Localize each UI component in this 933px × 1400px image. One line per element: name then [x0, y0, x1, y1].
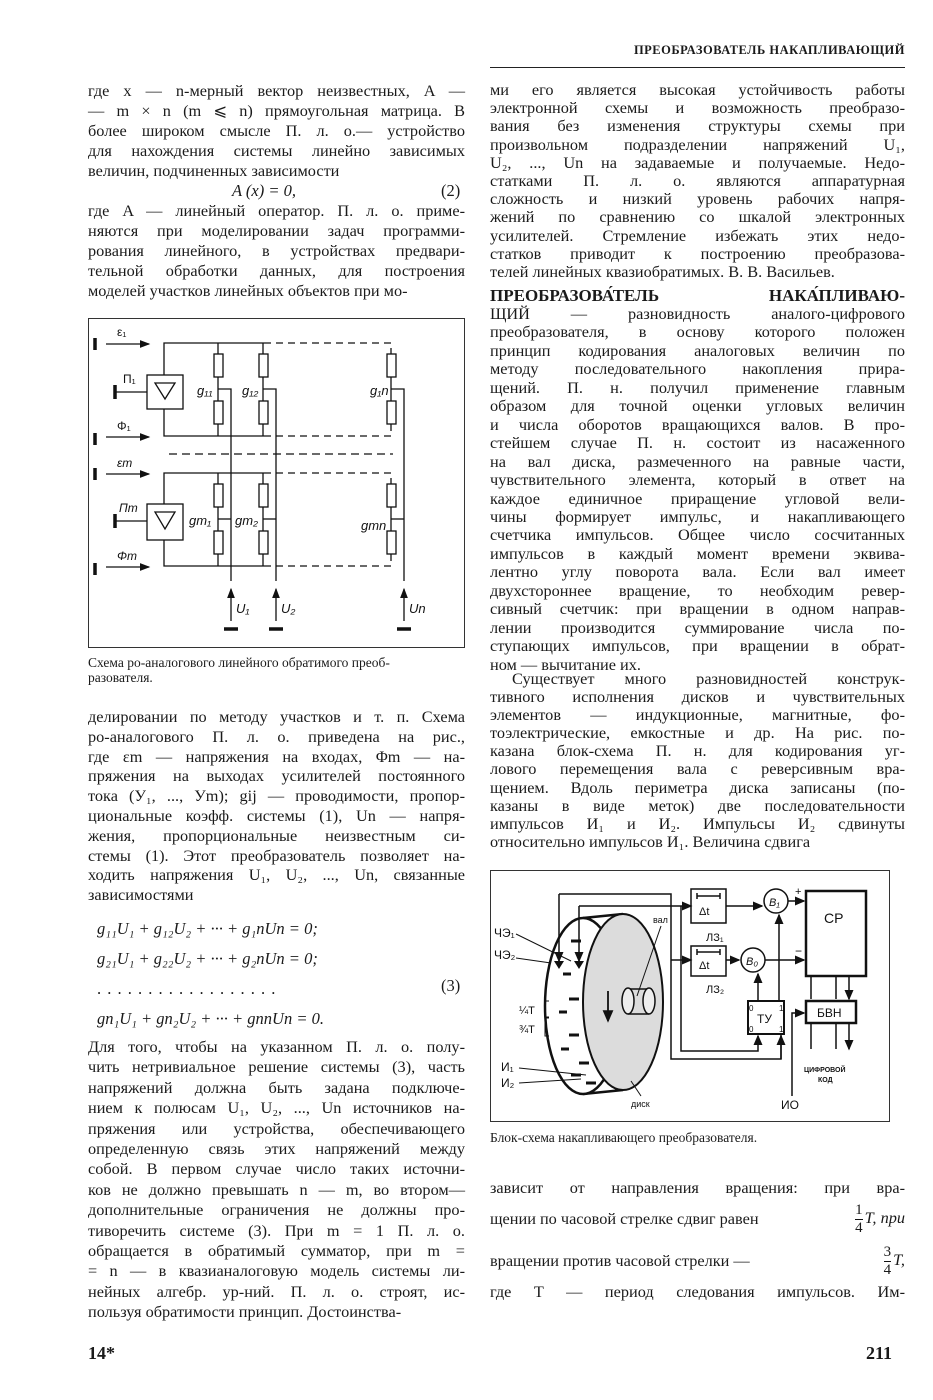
- text-line: каждое единичное приращение угловой вели-: [490, 488, 905, 508]
- text-line: тока (У₁, ..., Уm); gij — проводимости, пропор-: [88, 786, 465, 806]
- right-para-4: [490, 1178, 905, 1302]
- label-counter: СР: [824, 910, 844, 926]
- text-line: = n — в квазианалоговую модель системы ли-: [88, 1261, 465, 1281]
- text-line: ро-аналогового П. л. о. приведена на рис.,: [88, 726, 465, 746]
- text-line: U₂, ..., Un на задаваемые и получаемые. Недо-: [490, 152, 905, 172]
- text-line: обращается в обратимый сумматор, при m =: [88, 1241, 465, 1261]
- text-line: тельной обработки данных, для построения: [88, 261, 465, 280]
- left-para-2: [88, 201, 465, 301]
- label-trigger: ТУ: [757, 1012, 772, 1026]
- text-line: разователя.: [88, 670, 153, 685]
- text-line: ном — вычитание их.: [490, 654, 641, 674]
- label-sensor-2: ЧЭ₂: [494, 948, 516, 962]
- block-diagram: [491, 871, 889, 1121]
- equation-3: [97, 914, 407, 1034]
- label-tu-0-top: 0: [749, 1004, 754, 1013]
- label-code: КОД: [818, 1077, 833, 1084]
- equation-3-row-4: gn₁U₁ + gn₂U₂ + ··· + gnnUn = 0.: [97, 1009, 324, 1028]
- numerator: 3: [883, 1243, 892, 1260]
- text-line: где A — линейный оператор. П. л. о. приме-: [88, 201, 465, 220]
- label-g12: g₁₂: [242, 383, 259, 398]
- article-title: ПРЕОБРАЗОВА́ТЕЛЬ НАКА́ПЛИВАЮ-: [490, 286, 905, 305]
- text-line: ступающих импульсов, при вращении в обрат-: [490, 636, 905, 656]
- text-line: импульсов в каждый момент времени эквива-: [490, 543, 905, 563]
- article-heading: [490, 286, 905, 306]
- label-tu-0-bottom: 0: [749, 1025, 754, 1034]
- label-io: ИО: [781, 1098, 799, 1112]
- text-line: двухстороннее вращение, то необходим ревер-: [490, 580, 905, 600]
- left-para-1: [88, 81, 465, 181]
- label-disk: диск: [631, 1099, 650, 1109]
- equation-3-row-2: g₂₁U₁ + g₂₂U₂ + ··· + g₂nUn = 0;: [97, 949, 318, 968]
- text-line: на вал диска, размеченного на равные части,: [490, 451, 905, 471]
- text-line: ков не должно превышать n — m, во втором—: [88, 1179, 465, 1199]
- text-line: относительно импульсов И₁. Величина сдвига: [490, 831, 811, 851]
- text-line: произвольном подразделении напряжений U₁,: [490, 134, 905, 154]
- text-line: пользуя обратимости принцип. Достоинства-: [88, 1302, 402, 1322]
- denominator: 4: [855, 1219, 863, 1236]
- text-line: Существует много разновидностей конструк-: [512, 669, 905, 688]
- text-line: пряжения на выходах усилителей постоянного: [88, 766, 465, 786]
- figure-accumulating-converter: [490, 870, 890, 1122]
- label-sensor-1: ЧЭ₁: [494, 926, 515, 940]
- text-line: жения, пропорциональные неизвестным си-: [88, 825, 465, 845]
- text-line: лового перемещения вала с реверсивным вра-: [490, 759, 905, 779]
- figure-linear-converter: [88, 318, 465, 648]
- label-delay-2: Δt: [699, 960, 710, 972]
- page-number: 211: [866, 1343, 893, 1363]
- text-line: дополнительные ограничения не должны про-: [88, 1200, 465, 1220]
- text-line: казаны в виде меток) две последовательности: [490, 795, 905, 815]
- text-line: определенную связь этих напряжений между: [88, 1139, 465, 1159]
- label-pulses-1: И₁: [501, 1060, 514, 1074]
- equation-3-row-3: . . . . . . . . . . . . . . . . . .: [97, 979, 277, 998]
- equation-2-number: (2): [441, 181, 461, 200]
- label-gm1: gm₁: [189, 513, 212, 528]
- linear-converter-schematic: [89, 319, 464, 647]
- text-line: ЩИЙ — разновидность аналого-цифрового: [490, 304, 905, 323]
- text-line: зависит от направления вращения: при вра-: [490, 1178, 905, 1197]
- text-segment: T, при: [864, 1207, 905, 1227]
- text-line: казана блок-схема П. н. для кодирования уг-: [490, 741, 905, 761]
- figure-1-caption: [88, 655, 465, 685]
- text-line: тивного исполнения дисков и чувствительных: [490, 687, 905, 707]
- right-para-3: [490, 670, 905, 851]
- text-line: для нахождения системы линейно зависимых: [88, 141, 465, 160]
- text-line: — m × n (m ⩽ n) прямоугольная матрица. В: [88, 101, 465, 120]
- label-un: Un: [409, 601, 426, 616]
- label-gm2: gm₂: [235, 513, 259, 528]
- label-shaft: вал: [653, 915, 668, 925]
- text-line: где x — n-мерный вектор неизвестных, A —: [88, 81, 465, 100]
- text-line: телей линейных квазиобратимых. В. В. Васильев.: [490, 262, 835, 282]
- text-segment: вращении против часовой стрелки —: [490, 1251, 750, 1270]
- label-quarter-t: ¼T: [519, 1005, 535, 1017]
- text-line: собой. В первом случае число таких источни-: [88, 1159, 465, 1179]
- text-line: электронной схемы и возможность преобразо-: [490, 98, 905, 118]
- text-line: чувствительного элемента, который в ответ на: [490, 470, 905, 490]
- text-line: счетчика импульсов. Общее число сосчитанных: [490, 525, 905, 545]
- signature-mark: 14*: [88, 1343, 115, 1363]
- text-line: вания без изменения структуры схемы при: [490, 116, 905, 136]
- text-line: зависимостями: [88, 885, 194, 905]
- label-g11: g₁₁: [197, 383, 213, 398]
- figure-2-caption: Блок-схема накапливающего преобразователя.: [490, 1130, 758, 1145]
- right-para-2: [490, 305, 905, 674]
- label-u1: U₁: [236, 601, 250, 616]
- text-line: Схема ро-аналогового линейного обратимого преоб-: [88, 655, 390, 670]
- text-line: чины формирует импульс, и накапливающего: [490, 506, 905, 526]
- text-segment: T,: [893, 1249, 905, 1269]
- text-line: лентно углу поворота вала. Если вал имеет: [490, 562, 905, 582]
- text-line-fraction-2: [490, 1240, 905, 1282]
- left-para-3: [88, 707, 465, 905]
- text-line: стейшем случае П. н. состоит из насаженного: [490, 433, 905, 453]
- header-rule: [490, 67, 905, 68]
- label-tu-1-bottom: 1: [779, 1025, 784, 1034]
- text-line: сивный счетчик: при вращении в одном направ-: [490, 599, 905, 619]
- label-lz1: ЛЗ₁: [706, 932, 724, 944]
- text-line: статков приводит к построению преобразова-: [490, 243, 905, 263]
- text-line: ходить напряжения U₁, U₂, ..., Un, связанные: [88, 865, 465, 885]
- text-line: пряжения или устройства, обеспечивающего: [88, 1118, 465, 1138]
- text-line: щений. П. н. получил применение главным: [490, 377, 905, 397]
- left-para-4: [88, 1037, 465, 1323]
- label-u2: U₂: [281, 601, 296, 616]
- label-tu-1-top: 1: [779, 1004, 784, 1013]
- label-minus: −: [795, 944, 803, 958]
- label-p-1: П₁: [123, 372, 136, 386]
- text-line: жений по сравнению со шкалой электронных: [490, 207, 905, 227]
- text-segment: щении по часовой стрелке сдвиг равен: [490, 1209, 759, 1228]
- label-g1n: g₁n: [370, 383, 389, 398]
- equation-3-row-1: g₁₁U₁ + g₁₂U₂ + ··· + g₁nUn = 0;: [97, 919, 318, 938]
- text-line: где εm — напряжения на входах, Φm — на-: [88, 746, 465, 766]
- text-line: сложность и низкий уровень рабочих напря-: [490, 189, 905, 209]
- label-plus: +: [795, 886, 802, 898]
- text-line: тиворечить системе (3). При m = 1 П. л. о.: [88, 1220, 465, 1240]
- label-phi-m: Φm: [117, 549, 138, 563]
- label-epsilon-m: εm: [117, 456, 133, 470]
- text-line: методу последовательного накопления прира-: [490, 359, 905, 379]
- equation-3-number: (3): [441, 976, 461, 995]
- label-three-quarter-t: ¾T: [519, 1024, 535, 1036]
- running-header: ПРЕОБРАЗОВАТЕЛЬ НАКАПЛИВАЮЩИЙ: [633, 43, 905, 57]
- label-epsilon-1: ε₁: [117, 325, 127, 339]
- text-line: моделей участков линейных объектов при мо-: [88, 281, 408, 300]
- label-p-m: Пm: [119, 501, 138, 515]
- right-para-1: [490, 81, 905, 281]
- label-bvn: БВН: [817, 1006, 842, 1020]
- fraction-one-quarter: [855, 1202, 863, 1237]
- text-line: тоэлектрические, емкостные и др. На рис. по-: [490, 723, 905, 743]
- text-line: усилителей. Стремление избежать этих недо-: [490, 225, 905, 245]
- text-line: делировании по методу участков и т. п. Схема: [88, 707, 465, 726]
- text-line: рования линейного, в устройствах предвари-: [88, 241, 465, 260]
- label-pulses-2: И₂: [501, 1076, 515, 1090]
- text-line: нием к полюсам U₁, U₂, ..., Un источников на-: [88, 1098, 465, 1118]
- text-line: более широком смысле П. л. о.— устройство: [88, 121, 465, 140]
- text-line: лении производится суммирование числа по-: [490, 617, 905, 637]
- text-line: импульсов И₁ и И₂. Импульсы И₂ сдвинуты: [490, 813, 905, 833]
- text-line: где T — период следования импульсов. Им-: [490, 1282, 905, 1301]
- text-line: стемы (1). Этот преобразователь позволяет на-: [88, 845, 465, 865]
- text-line: образом для точной оценки угловых величин: [490, 396, 905, 416]
- equation-2: A (x) = 0,: [232, 181, 296, 200]
- text-line: ми его является высокая устойчивость работы: [490, 80, 905, 99]
- numerator: 1: [855, 1201, 863, 1218]
- text-line: няются при моделировании задач программи-: [88, 221, 465, 240]
- text-line: величин, подчиненных зависимости: [88, 161, 340, 180]
- label-delay-1: Δt: [699, 906, 710, 918]
- text-line: Для того, чтобы на указанном П. л. о. полу-: [88, 1037, 465, 1056]
- text-line: чить нетривиальное решение системы (3), часть: [88, 1057, 465, 1077]
- label-lz2: ЛЗ₂: [706, 984, 725, 996]
- text-line: нейных алгебр. ур-ний. П. л. о. строят, ис-: [88, 1281, 465, 1301]
- denominator: 4: [883, 1261, 892, 1278]
- text-line: статками П. л. о. являются аппаратурная: [490, 171, 905, 191]
- text-line: элементов — индукционные, магнитные, фо-: [490, 705, 905, 725]
- fraction-three-quarters: [884, 1244, 892, 1279]
- text-line: напряжений должна быть задана подключе-: [88, 1077, 465, 1097]
- text-line: и числа оборотов вращающихся валов. В про-: [490, 414, 905, 434]
- label-b1: В₁: [769, 897, 780, 909]
- text-line: щением. Вдоль периметра диска записаны (по-: [490, 777, 905, 797]
- label-digital: ЦИФРОВОЙ: [804, 1067, 846, 1074]
- label-gmn: gmn: [361, 518, 387, 533]
- text-line: принцип кодирования аналоговых величин по: [490, 340, 905, 360]
- text-line: циональные коэфф. системы (1), Un — напря-: [88, 805, 465, 825]
- text-line: преобразователя, в основу которого положен: [490, 322, 905, 342]
- text-line-fraction-1: [490, 1198, 905, 1240]
- label-b0: В₀: [746, 956, 758, 968]
- label-phi-1: Φ₁: [117, 419, 131, 433]
